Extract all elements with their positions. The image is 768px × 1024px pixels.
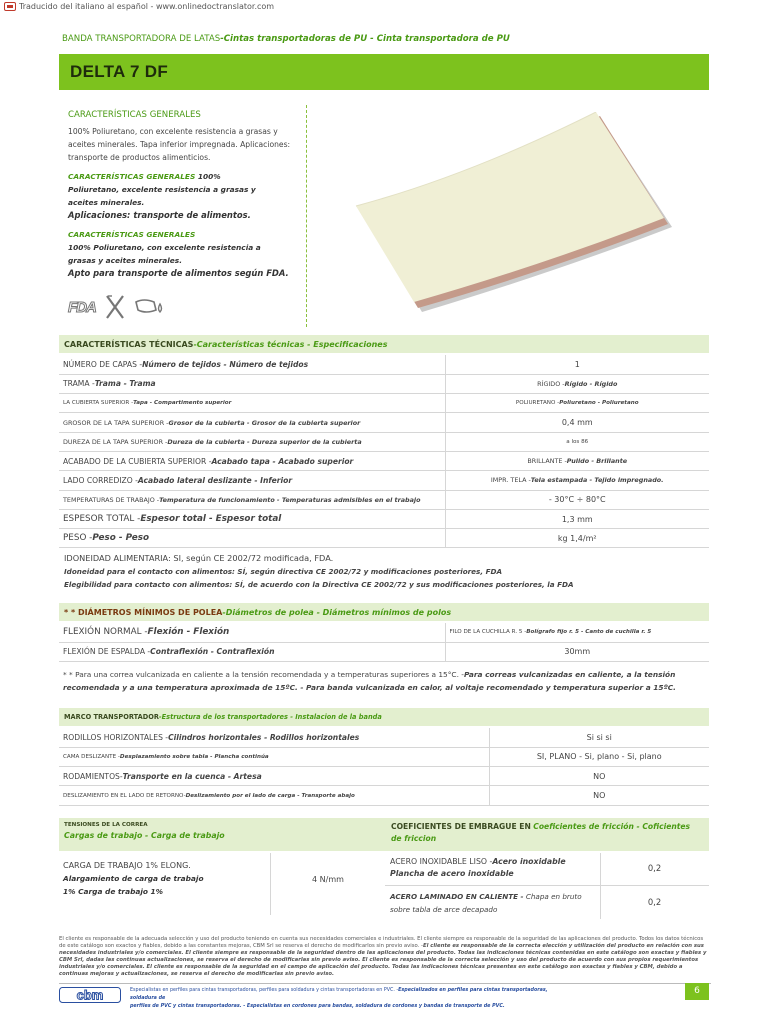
pulley-title-italic: -Diámetros de polea - Diámetros mínimos de polos <box>222 607 452 617</box>
spec-value: a los 86 <box>445 432 709 451</box>
food-line-3: Elegibilidad para contacto con alimentos: SÍ, de acuerdo con la Directiva CE 2002/72 y sus modificaciones posteriores, la FDA <box>64 580 574 589</box>
table-row <box>59 623 709 642</box>
spec-label: LADO CORREDIZO -Acabado lateral deslizante - Inferior <box>59 471 445 490</box>
food-line-2: Idoneidad para el contacto con alimentos: SÍ, según directiva CE 2002/72 y modificaciones posteriores, FDA <box>64 567 503 576</box>
friction-label: ACERO LAMINADO EN CALIENTE - Chapa en bruto sobre tabla de arce decapado <box>390 892 582 914</box>
spec-label: DUREZA DE LA TAPA SUPERIOR -Dureza de la cubierta - Dureza superior de la cubierta <box>59 432 445 451</box>
belt-product-image <box>350 112 680 312</box>
block3-line3: Apto para transporte de alimentos según FDA. <box>68 268 289 278</box>
cbm-logo <box>59 987 121 1003</box>
block3-label: CARACTERÍSTICAS GENERALES <box>68 230 196 239</box>
spec-label: PESO -Peso - Peso <box>59 529 445 548</box>
note-plain: * * Para una correa vulcanizada en caliente a la tensión recomendada y a temperaturas superiores a 15°C. - <box>63 670 464 679</box>
pulley-title: * * DIÁMETROS MÍNIMOS DE POLEA <box>64 607 223 617</box>
frame-header <box>59 708 709 726</box>
tension-label-italic-1: Alargamiento de carga de trabajo <box>63 874 204 883</box>
page-title: DELTA 7 DF <box>70 62 169 81</box>
spec-value: kg 1,4/m² <box>445 529 709 548</box>
pulley-value: 30mm <box>445 642 709 661</box>
general-features-block-3 <box>68 228 300 280</box>
block2-line2: Poliuretano, excelente resistencia a grasas y <box>68 185 256 194</box>
page-number: 6 <box>685 983 709 1000</box>
spec-value: 1 <box>445 355 709 374</box>
table-row <box>59 728 709 747</box>
frame-label: CAMA DESLIZANTE -Desplazamiento sobre tabla - Plancha continúa <box>59 747 489 766</box>
tech-specs-title-italic: -Características técnicas - Especificaciones <box>193 339 388 349</box>
block2-line4: Aplicaciones: transporte de alimentos. <box>68 210 251 220</box>
cbm-logo-text: cbm <box>76 987 104 1003</box>
frame-label: RODILLOS HORIZONTALES -Cilindros horizontales - Rodillos horizontales <box>59 728 489 747</box>
fda-logo-text: FDA <box>68 298 96 316</box>
spec-value: IMPR. TELA -Tela estampada - Tejido impregnado. <box>445 471 709 490</box>
table-row <box>59 413 709 432</box>
table-row <box>59 394 709 413</box>
frame-title-italic: -Estructura de los transportadores - Instalacion de la banda <box>158 713 382 721</box>
table-row <box>59 355 709 374</box>
fda-logo-icon <box>68 294 96 320</box>
spec-value: 1,3 mm <box>445 509 709 528</box>
tech-specs-table <box>59 355 709 548</box>
translator-text[interactable]: Traducido del italiano al español - www.onlinedoctranslator.com <box>19 1 275 11</box>
pulley-label: FLEXIÓN DE ESPALDA -Contraflexión - Contraflexión <box>59 642 445 661</box>
pulley-label: FLEXIÓN NORMAL -Flexión - Flexión <box>59 623 445 642</box>
block3-line2: grasas y aceites minerales. <box>68 256 182 265</box>
tension-label-cell <box>59 853 271 915</box>
friction-label: ACERO INOXIDABLE LISO -Acero inoxidable Plancha de acero inoxidable <box>390 857 566 878</box>
food-suitability <box>64 552 704 591</box>
friction-value: 0,2 <box>647 897 662 907</box>
spec-label: ACABADO DE LA CUBIERTA SUPERIOR -Acabado tapa - Acabado superior <box>59 451 445 470</box>
frame-value: SI, PLANO - Si, plano - Si, plano <box>489 747 709 766</box>
frame-label: RODAMIENTOS-Transporte en la cuenca - Artesa <box>59 767 489 786</box>
friction-title: COEFICIENTES DE EMBRAGUE EN <box>391 822 531 831</box>
disclaimer <box>59 936 711 978</box>
tension-title: TENSIONES DE LA CORREA <box>64 822 148 828</box>
table-row <box>385 886 709 919</box>
knife-cut-icon <box>104 294 126 320</box>
friction-value: 0,2 <box>647 863 662 873</box>
tension-label: CARGA DE TRABAJO 1% ELONG. <box>63 861 191 870</box>
frame-table <box>59 728 709 806</box>
divider <box>306 105 307 327</box>
spec-label: LA CUBIERTA SUPERIOR -Tapa - Compartimento superior <box>59 394 445 413</box>
spec-label: NÚMERO DE CAPAS -Número de tejidos - Número de tejidos <box>59 355 445 374</box>
spec-value: - 30°C ÷ 80°C <box>445 490 709 509</box>
tension-value: 4 N/mm <box>312 875 344 884</box>
frame-value: Si si si <box>489 728 709 747</box>
spec-value: RÍGIDO -Rígido - Rígido <box>445 374 709 393</box>
spec-label: GROSOR DE LA TAPA SUPERIOR -Grosor de la cubierta - Grosor de la cubierta superior <box>59 413 445 432</box>
general-features <box>68 110 300 280</box>
frame-value: NO <box>489 767 709 786</box>
spec-label: TEMPERATURAS DE TRABAJO -Temperatura de funcionamiento - Temperaturas admisibles en el trabajo <box>59 490 445 509</box>
spec-label: TRAMA -Trama - Trama <box>59 374 445 393</box>
tension-header <box>59 818 385 851</box>
frame-title: MARCO TRANSPORTADOR <box>64 713 159 721</box>
vulcanization-note <box>63 668 703 694</box>
table-row <box>59 451 709 470</box>
tech-specs-header <box>59 335 709 353</box>
spec-label: ESPESOR TOTAL -Espesor total - Espesor total <box>59 509 445 528</box>
pulley-value: FILO DE LA CUCHILLA R. 5 -Bolígrafo fijo r. 5 - Canto de cuchilla r. 5 <box>445 623 709 642</box>
table-row <box>385 853 709 886</box>
general-features-block-2 <box>68 170 300 222</box>
footer-tagline: Especialistas en perfiles para cintas transportadoras, perfiles para soldadura y cintas transportadoras en PVC. -Especializados en perfiles para cintas transportadoras, soldadura de perfiles de PVC y cintas transportadoras. - Especialistas en cordones para bandas, soldadura de cordones y bandas de transporte de PVC. <box>130 988 548 1009</box>
spec-value: BRILLANTE -Pulido - Brillante <box>445 451 709 470</box>
food-line-1: IDONEIDAD ALIMENTARIA: SI, según CE 2002/72 modificada, FDA. <box>64 553 334 563</box>
tech-specs-title: CARACTERÍSTICAS TÉCNICAS <box>64 339 194 349</box>
block2-line1: 100% <box>197 172 221 181</box>
tension-table <box>59 853 385 915</box>
table-row <box>59 471 709 490</box>
breadcrumb-italic: -Cintas transportadoras de PU - Cinta transportadora de PU <box>220 34 510 44</box>
spec-value: 0,4 mm <box>445 413 709 432</box>
general-features-heading: CARACTERÍSTICAS GENERALES <box>68 110 201 120</box>
block2-label: CARACTERÍSTICAS GENERALES <box>68 172 196 181</box>
breadcrumb <box>62 34 510 44</box>
table-row <box>59 747 709 766</box>
pulley-header <box>59 603 709 621</box>
tension-title-italic: Cargas de trabajo - Carga de trabajo <box>64 831 225 840</box>
block2-line3: aceites minerales. <box>68 198 145 207</box>
disclaimer-italic: El cliente es responsable de la correcta elección y utilización del producto en relación con sus necesidades industriales y/o comerciales. El cliente siempre es responsable de la seguridad dentro de las aplicaciones del producto. Todas las indicaciones técnicas contenidas en este catálogo son exactas y fiables y CBM Srl, dadas las continuas actualizaciones, se reserva el derecho de modificarlas sin previo aviso. El cliente es responsable de la correcta selección y uso del producto de acuerdo con sus propios requerimientos industriales y/o comerciales. El cliente es responsable de la seguridad en el campo de aplicación del producto. Todas las indicaciones técnicas presentes en este catálogo son exactas y fiables y CBM, debido a continuas mejoras y actualizaciones, se reserva el derecho de modificarlas sin previo aviso. <box>59 943 707 977</box>
table-row <box>59 509 709 528</box>
table-row <box>59 374 709 393</box>
frame-label: DESLIZAMIENTO EN EL LADO DE RETORNO-Deslizamiento por el lado de carga - Transporte abajo <box>59 786 489 805</box>
tension-label-italic-2: 1% Carga de trabajo 1% <box>63 887 164 896</box>
table-row <box>59 490 709 509</box>
table-row <box>59 432 709 451</box>
translator-bar <box>0 0 274 12</box>
translator-icon <box>4 2 16 11</box>
spec-value: POLIURETANO -Poliuretano - Poliuretano <box>445 394 709 413</box>
table-row <box>59 529 709 548</box>
friction-title-italic: Coeficientes de fricción - Coficientes de friccion <box>391 822 691 843</box>
table-row <box>59 767 709 786</box>
block3-line1: 100% Poliuretano, con excelente resistencia a <box>68 243 261 252</box>
breadcrumb-main: BANDA TRANSPORTADORA DE LATAS <box>62 34 221 44</box>
frame-value: NO <box>489 786 709 805</box>
disclaimer-plain: El cliente es responsable de la adecuada selección y uso del producto teniendo en cuenta sus necesidades comerciales e industriales. El cliente siempre es responsable de la seguridad de las aplicaciones del producto. Todos los datos técnicos de este catálogo son exactos y fiables, debido a las constantes mejoras, CBM Srl se reserva el derecho de modificarlos sin previo aviso. - <box>59 936 704 949</box>
friction-table <box>385 853 709 919</box>
note-italic: Para correas vulcanizadas en caliente, a la tensión recomendada y a una temperatura aproximada de 15ºC. - Para banda vulcanizada en calor, al voltaje recomendado y temperatura superior a 15ºC. <box>63 670 676 692</box>
general-features-text: 100% Poliuretano, con excelente resistencia a grasas y aceites minerales. Tapa inferior impregnada. Aplicaciones: transporte de productos alimenticios. <box>68 127 291 162</box>
table-row <box>59 642 709 661</box>
title-bar <box>59 54 709 90</box>
pulley-table <box>59 623 709 662</box>
friction-header <box>385 818 709 851</box>
footer-divider <box>59 983 711 984</box>
oil-resistant-icon <box>134 294 166 320</box>
table-row <box>59 786 709 805</box>
feature-icons <box>68 294 166 320</box>
